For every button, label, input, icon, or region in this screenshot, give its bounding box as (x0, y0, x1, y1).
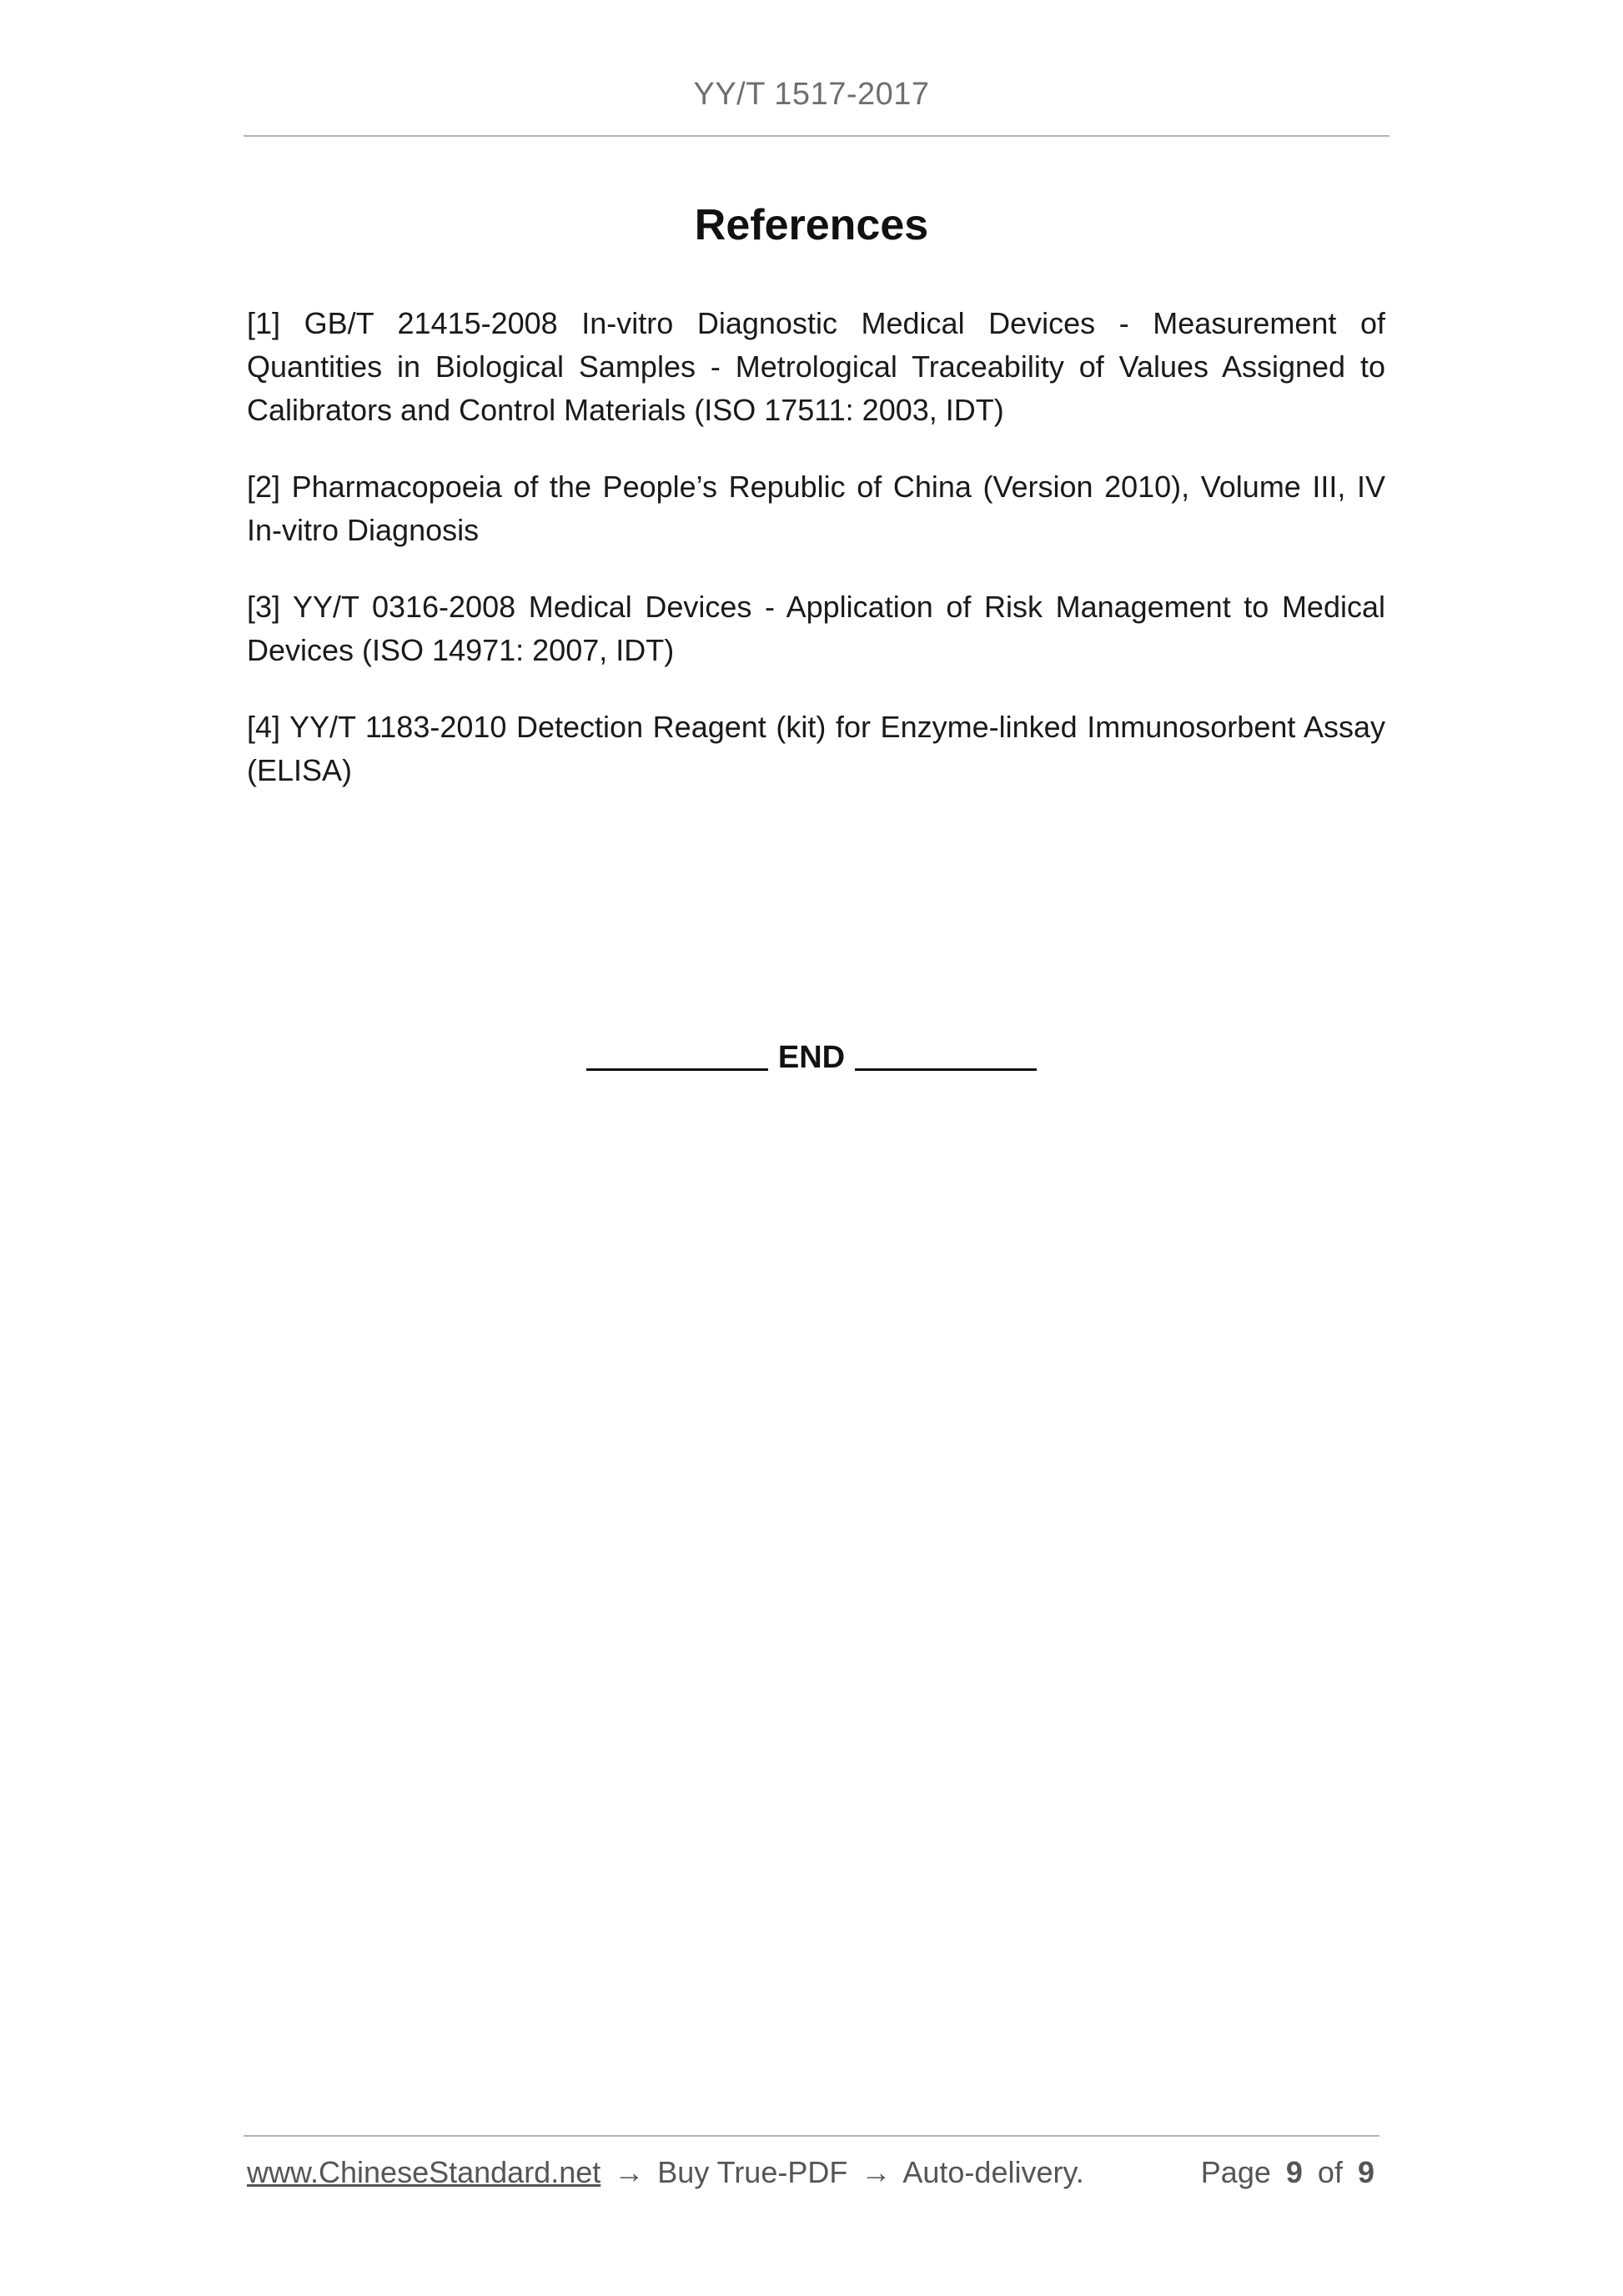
end-label: END (777, 1040, 846, 1075)
reference-item: [4] YY/T 1183-2010 Detection Reagent (kit) for Enzyme-linked Immunosorbent Assay (ELISA) (247, 710, 1385, 787)
document-code-header: YY/T 1517-2017 (693, 77, 930, 112)
end-left-rule (586, 1068, 768, 1071)
end-marker (0, 1040, 1623, 1076)
header-divider (244, 135, 1389, 137)
arrow-right-icon: → (861, 2155, 892, 2189)
auto-delivery-text: Auto-delivery. (902, 2155, 1084, 2189)
chinesestandard-link[interactable]: www.ChineseStandard.net (247, 2155, 601, 2189)
footer-divider (244, 2135, 1379, 2137)
page-counter (1201, 2155, 1381, 2190)
end-right-rule (855, 1068, 1037, 1071)
page-label: Page (1200, 2155, 1271, 2189)
references-list (247, 302, 1385, 826)
page-total: 9 (1357, 2155, 1374, 2189)
page-title: References (694, 201, 929, 249)
buy-true-pdf-text: Buy True-PDF (657, 2155, 848, 2189)
arrow-right-icon: → (614, 2155, 645, 2189)
page-of-label: of (1317, 2155, 1343, 2189)
reference-item: [3] YY/T 0316-2008 Medical Devices - Application of Risk Management to Medical Devices (ISO 14971: 2007, IDT) (247, 590, 1385, 667)
reference-item: [1] GB/T 21415-2008 In-vitro Diagnostic Medical Devices - Measurement of Quantities in Biological Samples - Metrological Traceability of Values Assigned to Calibrators and Control Materials (ISO 17511: 2003, IDT) (247, 306, 1385, 427)
page-footer (247, 2155, 1381, 2190)
page-current: 9 (1285, 2155, 1303, 2189)
reference-item: [2] Pharmacopoeia of the People’s Republic of China (Version 2010), Volume III, IV In-vitro Diagnosis (247, 470, 1385, 547)
